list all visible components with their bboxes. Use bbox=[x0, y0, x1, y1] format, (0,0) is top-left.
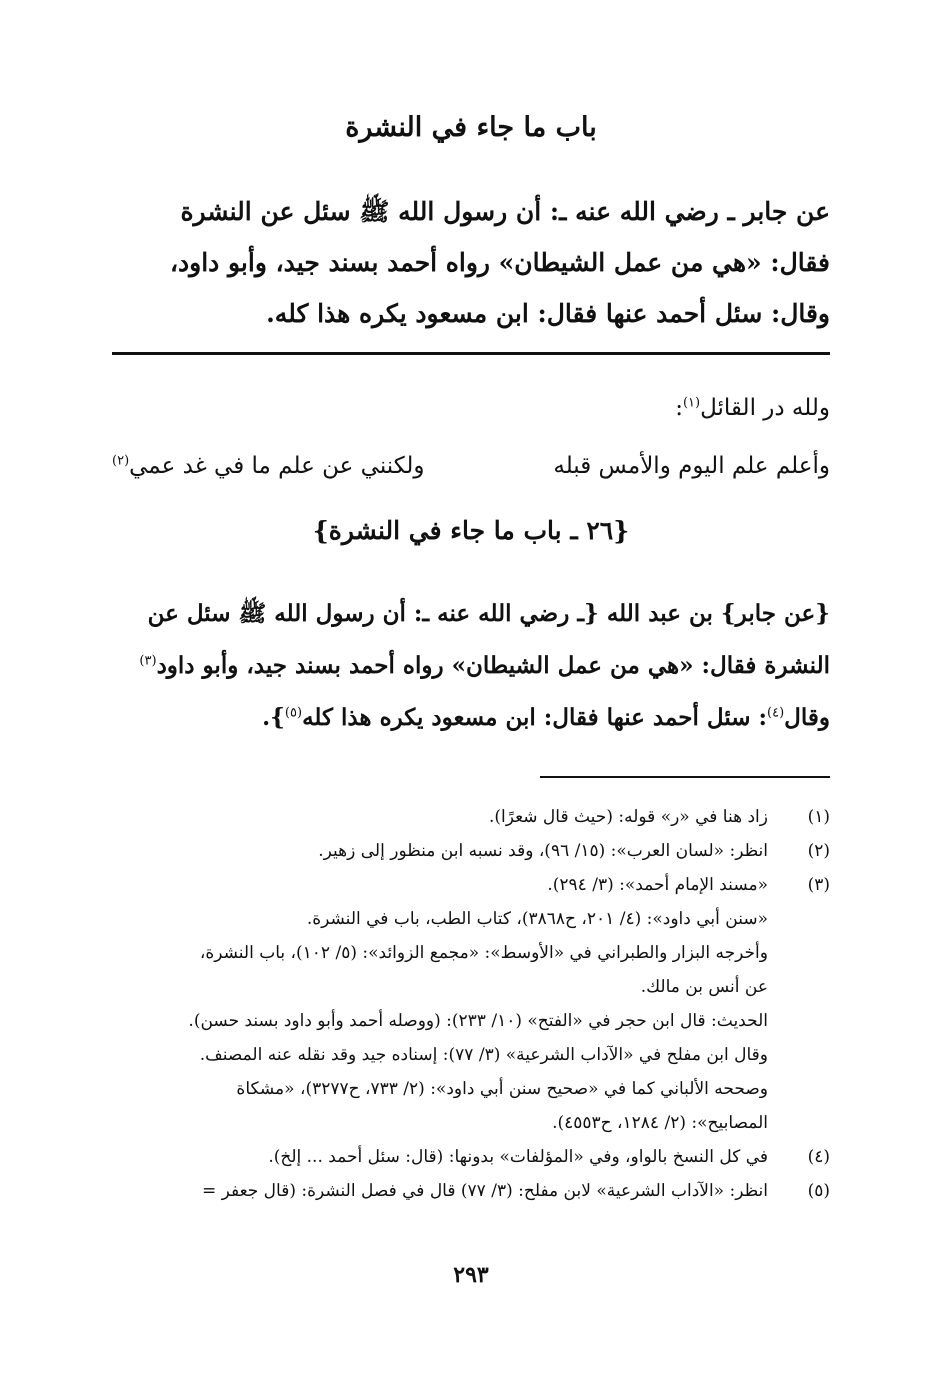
footnote-number: (٢) bbox=[807, 841, 830, 861]
footnote-line: عن أنس بن مالك. bbox=[640, 977, 768, 997]
footnote-ref: (٥) bbox=[284, 705, 303, 721]
chapter-title: باب ما جاء في النشرة bbox=[345, 112, 597, 143]
matn-line: وقال: سئل أحمد عنها فقال: ابن مسعود يكره هذا كله. bbox=[266, 299, 830, 328]
matn-separator-rule bbox=[112, 352, 830, 355]
footnote-ref: (٢) bbox=[112, 453, 130, 469]
poem-intro-text: ولله در القائل bbox=[700, 395, 830, 421]
hemistich-second-text: ولكنني عن علم ما في غد عمي bbox=[129, 453, 425, 479]
footnote bbox=[112, 1140, 830, 1174]
footnote-line: زاد هنا في «ر» قوله: (حيث قال شعرًا). bbox=[488, 807, 768, 827]
sharh-line bbox=[112, 692, 830, 744]
sharh-line-text: }. bbox=[262, 704, 285, 731]
matn-block bbox=[112, 186, 830, 339]
matn-line: فقال: «هي من عمل الشيطان» رواه أحمد بسند جيد، وأبو داود، bbox=[169, 248, 830, 277]
footnote-line: انظر: «الآداب الشرعية» لابن مفلح: (٣/ ٧٧) قال في فصل النشرة: (قال جعفر = bbox=[201, 1181, 768, 1201]
footnote bbox=[112, 868, 830, 1140]
sharh-line-text: النشرة فقال: «هي من عمل الشيطان» رواه أحمد بسند جيد، وأبو داود bbox=[156, 652, 830, 679]
sharh-block bbox=[112, 588, 830, 744]
footnote bbox=[112, 1174, 830, 1208]
page-number: ٢٩٣ bbox=[453, 1262, 489, 1288]
hemistich-first: وأعلم علم اليوم والأمس قبله bbox=[553, 453, 830, 479]
matn-line: عن جابر ـ رضي الله عنه ـ: أن رسول الله ﷺ سئل عن النشرة bbox=[180, 197, 830, 226]
footnote-separator-rule bbox=[540, 776, 830, 778]
hemistich-second bbox=[112, 446, 425, 486]
footnote-number: (٥) bbox=[807, 1181, 830, 1201]
footnote-line: وقال ابن مفلح في «الآداب الشرعية» (٣/ ٧٧): إسناده جيد وقد نقله عنه المصنف. bbox=[199, 1045, 768, 1065]
footnote-line: في كل النسخ بالواو، وفي «المؤلفات» بدونها: (قال: سئل أحمد ... إلخ). bbox=[268, 1147, 768, 1167]
footnote-line: وأخرجه البزار والطبراني في «الأوسط»: «مجمع الزوائد»: (٥/ ١٠٢)، باب النشرة، bbox=[199, 943, 768, 963]
poem-verse bbox=[112, 446, 830, 486]
sharh-line bbox=[112, 640, 830, 692]
poem-intro bbox=[112, 388, 830, 428]
footnote-ref: (٤) bbox=[767, 705, 785, 721]
sharh-line-text: وقال bbox=[784, 704, 830, 731]
sharh-line: {عن جابر} بن عبد الله {ـ رضي الله عنه ـ: أن رسول الله ﷺ سئل عن bbox=[147, 600, 830, 627]
footnote-number: (١) bbox=[807, 807, 830, 827]
section-title: {٢٦ ـ باب ما جاء في النشرة} bbox=[312, 516, 630, 545]
footnote-number: (٣) bbox=[807, 875, 830, 895]
sharh-line-text: : سئل أحمد عنها فقال: ابن مسعود يكره هذا كله bbox=[302, 704, 768, 731]
footnote-ref: (١) bbox=[682, 395, 701, 411]
footnote-line: المصابيح»: (٢/ ١٢٨٤، ح٤٥٥٣). bbox=[552, 1113, 768, 1133]
footnote-ref: (٣) bbox=[139, 653, 157, 669]
footnote bbox=[112, 834, 830, 868]
footnote-line: «مسند الإمام أحمد»: (٣/ ٢٩٤). bbox=[547, 875, 768, 895]
poem-intro-colon: : bbox=[675, 395, 683, 421]
footnote bbox=[112, 800, 830, 834]
footnote-line: الحديث: قال ابن حجر في «الفتح» (١٠/ ٢٣٣): (ووصله أحمد وأبو داود بسند حسن). bbox=[188, 1011, 768, 1031]
footnote-line: «سنن أبي داود»: (٤/ ٢٠١، ح٣٨٦٨)، كتاب الطب، باب في النشرة. bbox=[306, 909, 768, 929]
footnotes bbox=[112, 800, 830, 1208]
footnote-number: (٤) bbox=[807, 1147, 830, 1167]
footnote-line: وصححه الألباني كما في «صحيح سنن أبي داود»: (٢/ ٧٣٣، ح٣٢٧٧)، «مشكاة bbox=[236, 1079, 768, 1099]
footnote-line: انظر: «لسان العرب»: (١٥/ ٩٦)، وقد نسبه ابن منظور إلى زهير. bbox=[318, 841, 768, 861]
